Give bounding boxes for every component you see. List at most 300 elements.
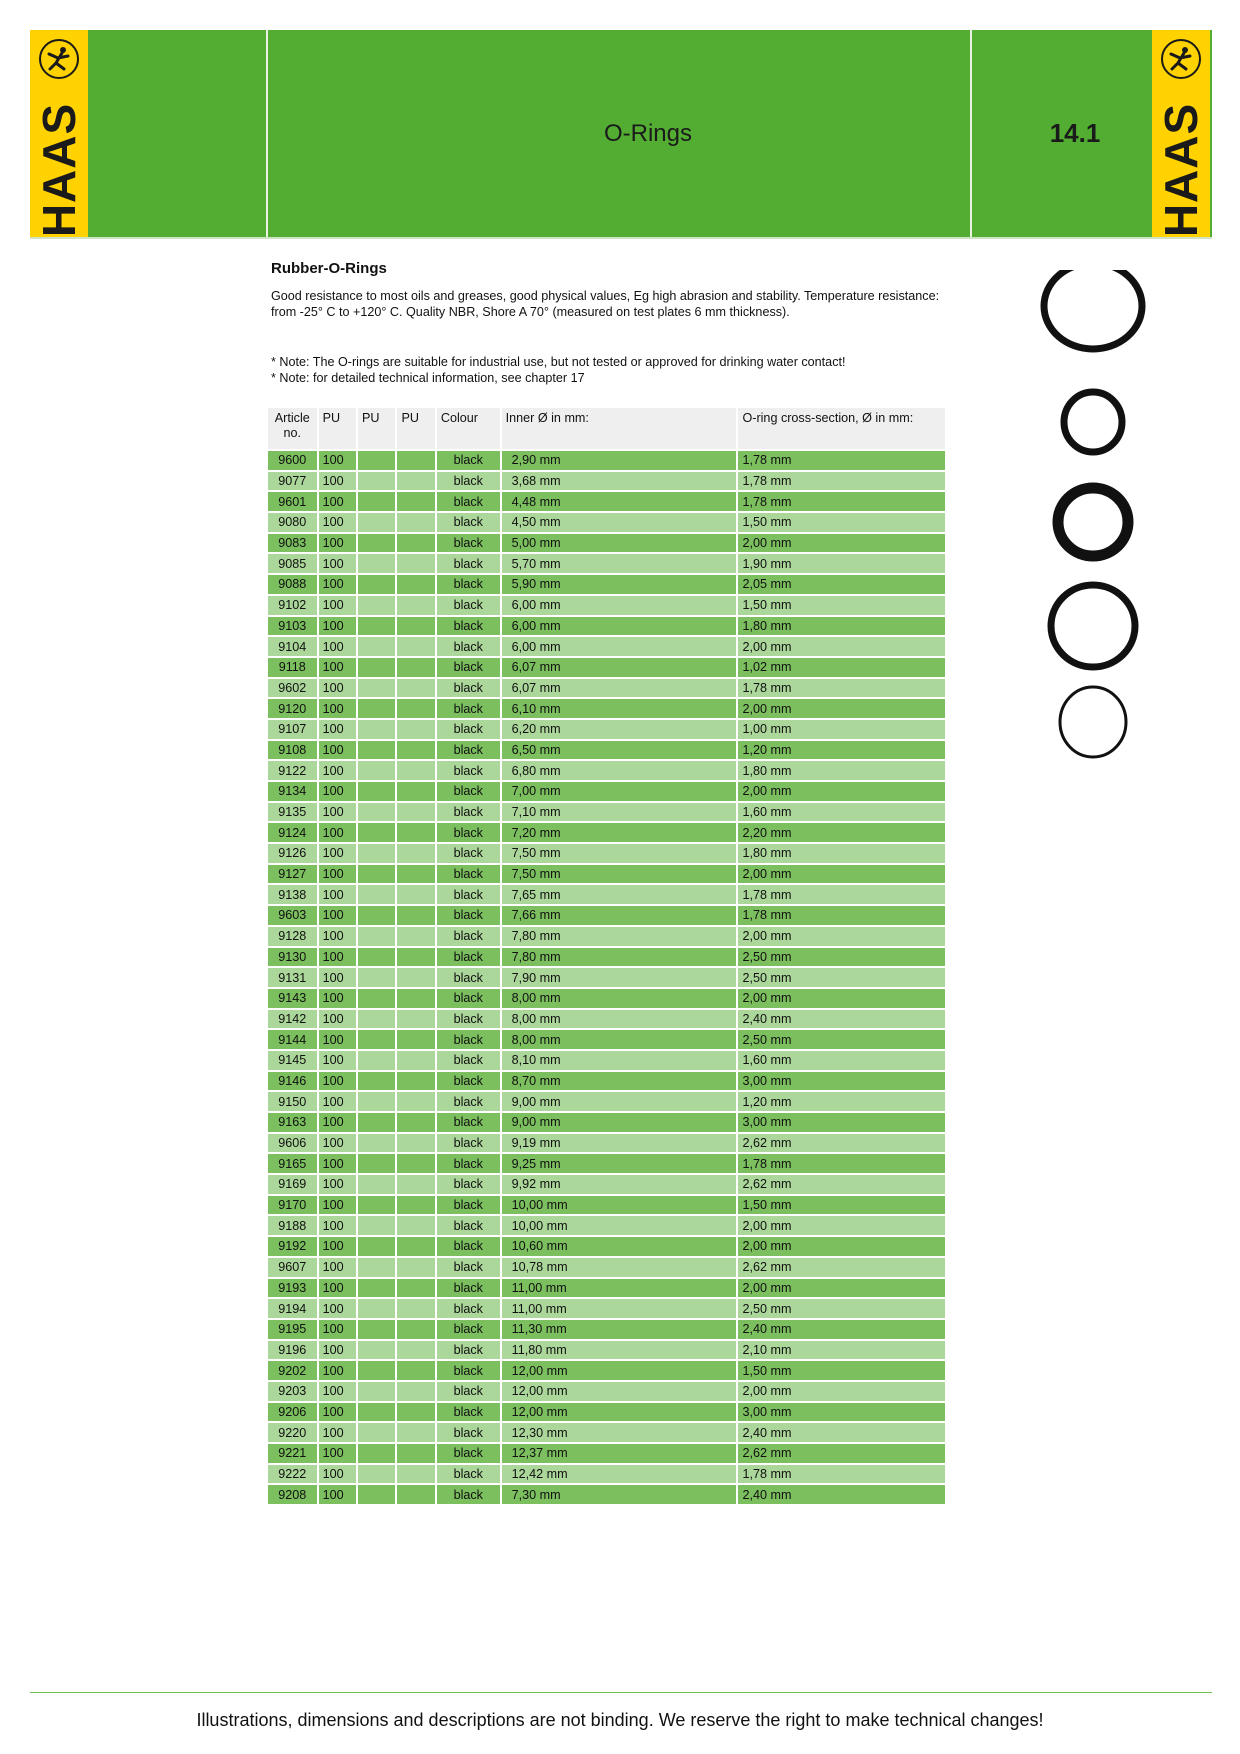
pu-empty xyxy=(358,968,395,987)
colour-value: black xyxy=(437,1382,500,1401)
table-row xyxy=(268,451,945,470)
table-row xyxy=(268,1154,945,1173)
table-row xyxy=(268,885,945,904)
header-pu: PU xyxy=(319,408,356,449)
pu-empty xyxy=(397,1216,434,1235)
inner-diameter: 7,50 mm xyxy=(502,865,737,884)
cross-section: 2,00 mm xyxy=(738,927,945,946)
article-number: 9134 xyxy=(268,782,317,801)
colour-value: black xyxy=(437,1444,500,1463)
article-number: 9077 xyxy=(268,472,317,491)
footer-disclaimer: Illustrations, dimensions and descriptions are not binding. We reserve the right to make technical changes! xyxy=(196,1710,1044,1730)
inner-diameter: 6,50 mm xyxy=(502,741,737,760)
o-ring-image xyxy=(1051,585,1135,667)
inner-diameter: 11,30 mm xyxy=(502,1320,737,1339)
table-row xyxy=(268,844,945,863)
pu-empty xyxy=(397,761,434,780)
inner-diameter: 5,70 mm xyxy=(502,554,737,573)
colour-value: black xyxy=(437,575,500,594)
cross-section: 1,78 mm xyxy=(738,1465,945,1484)
inner-diameter: 12,30 mm xyxy=(502,1423,737,1442)
cross-section: 2,00 mm xyxy=(738,1382,945,1401)
cross-section: 1,20 mm xyxy=(738,741,945,760)
inner-diameter: 7,50 mm xyxy=(502,844,737,863)
table-row xyxy=(268,1051,945,1070)
pu-value: 100 xyxy=(319,906,356,925)
colour-value: black xyxy=(437,513,500,532)
pu-empty xyxy=(358,637,395,656)
inner-diameter: 6,80 mm xyxy=(502,761,737,780)
article-number: 9138 xyxy=(268,885,317,904)
inner-diameter: 7,80 mm xyxy=(502,927,737,946)
pu-empty xyxy=(358,1072,395,1091)
pu-value: 100 xyxy=(319,1010,356,1029)
pu-empty xyxy=(358,617,395,636)
pu-empty xyxy=(397,1444,434,1463)
table-row xyxy=(268,1279,945,1298)
pu-empty xyxy=(358,1237,395,1256)
colour-value: black xyxy=(437,554,500,573)
cross-section: 2,62 mm xyxy=(738,1134,945,1153)
colour-value: black xyxy=(437,1423,500,1442)
inner-diameter: 2,90 mm xyxy=(502,451,737,470)
article-number: 9221 xyxy=(268,1444,317,1463)
article-number: 9120 xyxy=(268,699,317,718)
pu-empty xyxy=(358,451,395,470)
article-number: 9188 xyxy=(268,1216,317,1235)
inner-diameter: 6,10 mm xyxy=(502,699,737,718)
article-number: 9144 xyxy=(268,1030,317,1049)
colour-value: black xyxy=(437,1237,500,1256)
table-row xyxy=(268,534,945,553)
pu-empty xyxy=(358,575,395,594)
pu-empty xyxy=(397,575,434,594)
inner-diameter: 10,00 mm xyxy=(502,1196,737,1215)
o-ring-image xyxy=(1060,687,1126,757)
cross-section: 2,40 mm xyxy=(738,1485,945,1504)
colour-value: black xyxy=(437,1320,500,1339)
pu-empty xyxy=(358,472,395,491)
pu-value: 100 xyxy=(319,1279,356,1298)
colour-value: black xyxy=(437,720,500,739)
article-number: 9194 xyxy=(268,1299,317,1318)
pu-empty xyxy=(397,1051,434,1070)
haas-logo-left xyxy=(30,30,88,237)
pu-empty xyxy=(397,1030,434,1049)
cross-section: 1,78 mm xyxy=(738,451,945,470)
pu-empty xyxy=(397,1465,434,1484)
colour-value: black xyxy=(437,1092,500,1111)
pu-empty xyxy=(397,927,434,946)
pu-value: 100 xyxy=(319,948,356,967)
pu-value: 100 xyxy=(319,699,356,718)
article-number: 9122 xyxy=(268,761,317,780)
pu-value: 100 xyxy=(319,1134,356,1153)
pu-value: 100 xyxy=(319,1444,356,1463)
page-header xyxy=(30,30,1212,237)
cross-section: 2,62 mm xyxy=(738,1258,945,1277)
colour-value: black xyxy=(437,679,500,698)
pu-empty xyxy=(397,782,434,801)
pu-empty xyxy=(397,844,434,863)
colour-value: black xyxy=(437,617,500,636)
inner-diameter: 8,10 mm xyxy=(502,1051,737,1070)
pu-empty xyxy=(397,554,434,573)
pu-value: 100 xyxy=(319,885,356,904)
o-ring-image xyxy=(1064,392,1122,452)
header-divider xyxy=(266,30,268,237)
colour-value: black xyxy=(437,1072,500,1091)
table-row xyxy=(268,1010,945,1029)
article-number: 9128 xyxy=(268,927,317,946)
table-row xyxy=(268,679,945,698)
pu-empty xyxy=(358,782,395,801)
inner-diameter: 11,00 mm xyxy=(502,1299,737,1318)
cross-section: 2,50 mm xyxy=(738,948,945,967)
pu-empty xyxy=(397,1154,434,1173)
inner-diameter: 9,92 mm xyxy=(502,1175,737,1194)
pu-value: 100 xyxy=(319,1299,356,1318)
colour-value: black xyxy=(437,823,500,842)
pu-value: 100 xyxy=(319,679,356,698)
table-row xyxy=(268,1258,945,1277)
cross-section: 1,90 mm xyxy=(738,554,945,573)
colour-value: black xyxy=(437,989,500,1008)
pu-empty xyxy=(397,472,434,491)
colour-value: black xyxy=(437,761,500,780)
pu-value: 100 xyxy=(319,968,356,987)
article-number: 9085 xyxy=(268,554,317,573)
article-number: 9130 xyxy=(268,948,317,967)
cross-section: 2,40 mm xyxy=(738,1010,945,1029)
pu-empty xyxy=(358,1134,395,1153)
colour-value: black xyxy=(437,1196,500,1215)
header-pu: PU xyxy=(397,408,434,449)
article-number: 9208 xyxy=(268,1485,317,1504)
cross-section: 1,60 mm xyxy=(738,803,945,822)
pu-empty xyxy=(358,1175,395,1194)
logo-wordmark: HAAS xyxy=(1155,102,1207,238)
cross-section: 2,00 mm xyxy=(738,1237,945,1256)
colour-value: black xyxy=(437,699,500,718)
pu-empty xyxy=(358,596,395,615)
inner-diameter: 9,00 mm xyxy=(502,1092,737,1111)
header-inner-diameter: Inner Ø in mm: xyxy=(502,408,737,449)
table-row xyxy=(268,1403,945,1422)
pu-value: 100 xyxy=(319,1175,356,1194)
pu-value: 100 xyxy=(319,1382,356,1401)
pu-value: 100 xyxy=(319,1341,356,1360)
pu-empty xyxy=(397,492,434,511)
header-colour: Colour xyxy=(437,408,500,449)
pu-empty xyxy=(358,1051,395,1070)
article-number: 9600 xyxy=(268,451,317,470)
pu-empty xyxy=(358,658,395,677)
cross-section: 2,00 mm xyxy=(738,534,945,553)
inner-diameter: 7,00 mm xyxy=(502,782,737,801)
pu-value: 100 xyxy=(319,1051,356,1070)
pu-empty xyxy=(397,451,434,470)
pu-empty xyxy=(358,1092,395,1111)
article-number: 9145 xyxy=(268,1051,317,1070)
pu-value: 100 xyxy=(319,596,356,615)
pu-empty xyxy=(358,699,395,718)
colour-value: black xyxy=(437,637,500,656)
inner-diameter: 9,25 mm xyxy=(502,1154,737,1173)
pu-empty xyxy=(358,1010,395,1029)
cross-section: 1,20 mm xyxy=(738,1092,945,1111)
pu-value: 100 xyxy=(319,472,356,491)
inner-diameter: 7,10 mm xyxy=(502,803,737,822)
colour-value: black xyxy=(437,844,500,863)
table-row xyxy=(268,575,945,594)
colour-value: black xyxy=(437,658,500,677)
cross-section: 2,62 mm xyxy=(738,1444,945,1463)
cross-section: 1,50 mm xyxy=(738,1196,945,1215)
pu-empty xyxy=(358,844,395,863)
article-number: 9163 xyxy=(268,1113,317,1132)
cross-section: 2,20 mm xyxy=(738,823,945,842)
article-number: 9131 xyxy=(268,968,317,987)
inner-diameter: 8,70 mm xyxy=(502,1072,737,1091)
pu-empty xyxy=(397,1320,434,1339)
pu-empty xyxy=(397,617,434,636)
colour-value: black xyxy=(437,1154,500,1173)
article-number: 9124 xyxy=(268,823,317,842)
pu-empty xyxy=(358,1320,395,1339)
cross-section: 3,00 mm xyxy=(738,1403,945,1422)
article-number: 9146 xyxy=(268,1072,317,1091)
cross-section: 1,80 mm xyxy=(738,617,945,636)
colour-value: black xyxy=(437,1134,500,1153)
colour-value: black xyxy=(437,1051,500,1070)
header-divider xyxy=(970,30,972,237)
table-row xyxy=(268,596,945,615)
colour-value: black xyxy=(437,1010,500,1029)
colour-value: black xyxy=(437,1341,500,1360)
article-number: 9135 xyxy=(268,803,317,822)
pu-value: 100 xyxy=(319,451,356,470)
inner-diameter: 5,90 mm xyxy=(502,575,737,594)
cross-section: 2,50 mm xyxy=(738,1299,945,1318)
article-number: 9607 xyxy=(268,1258,317,1277)
pu-value: 100 xyxy=(319,1216,356,1235)
pu-empty xyxy=(397,906,434,925)
pu-value: 100 xyxy=(319,1320,356,1339)
pu-empty xyxy=(358,1465,395,1484)
inner-diameter: 4,50 mm xyxy=(502,513,737,532)
pu-empty xyxy=(358,927,395,946)
pu-empty xyxy=(397,658,434,677)
inner-diameter: 8,00 mm xyxy=(502,1030,737,1049)
table-row xyxy=(268,637,945,656)
pu-empty xyxy=(358,1361,395,1380)
header-article: Article no. xyxy=(268,408,317,449)
pu-empty xyxy=(397,989,434,1008)
colour-value: black xyxy=(437,596,500,615)
colour-value: black xyxy=(437,865,500,884)
cross-section: 1,78 mm xyxy=(738,679,945,698)
pu-empty xyxy=(358,1382,395,1401)
article-number: 9169 xyxy=(268,1175,317,1194)
inner-diameter: 10,00 mm xyxy=(502,1216,737,1235)
colour-value: black xyxy=(437,1485,500,1504)
product-description: Good resistance to most oils and greases, good physical values, Eg high abrasion and stability. Temperature resistance: from -25° C to +120° C. Quality NBR, Shore A 70° (measured on test plates 6 mm thickness). xyxy=(271,289,940,319)
table-row xyxy=(268,472,945,491)
pu-value: 100 xyxy=(319,782,356,801)
header-cross-section: O-ring cross-section, Ø in mm: xyxy=(738,408,945,449)
pu-empty xyxy=(397,1341,434,1360)
article-number: 9126 xyxy=(268,844,317,863)
logo-wordmark: HAAS xyxy=(33,102,85,238)
cross-section: 2,05 mm xyxy=(738,575,945,594)
cross-section: 1,80 mm xyxy=(738,761,945,780)
table-row xyxy=(268,989,945,1008)
pu-value: 100 xyxy=(319,1030,356,1049)
article-number: 9142 xyxy=(268,1010,317,1029)
pu-value: 100 xyxy=(319,865,356,884)
pu-empty xyxy=(358,989,395,1008)
article-number: 9195 xyxy=(268,1320,317,1339)
cross-section: 1,50 mm xyxy=(738,513,945,532)
pu-value: 100 xyxy=(319,803,356,822)
robot-mascot-icon xyxy=(1160,38,1202,80)
pu-empty xyxy=(397,1175,434,1194)
inner-diameter: 12,00 mm xyxy=(502,1403,737,1422)
cross-section: 2,50 mm xyxy=(738,968,945,987)
cross-section: 1,60 mm xyxy=(738,1051,945,1070)
colour-value: black xyxy=(437,906,500,925)
o-ring-image xyxy=(1044,270,1142,349)
colour-value: black xyxy=(437,492,500,511)
pu-empty xyxy=(358,823,395,842)
inner-diameter: 6,00 mm xyxy=(502,596,737,615)
pu-value: 100 xyxy=(319,1092,356,1111)
pu-empty xyxy=(358,906,395,925)
pu-empty xyxy=(397,1258,434,1277)
article-number: 9127 xyxy=(268,865,317,884)
cross-section: 1,80 mm xyxy=(738,844,945,863)
colour-value: black xyxy=(437,1113,500,1132)
article-number: 9165 xyxy=(268,1154,317,1173)
pu-empty xyxy=(397,1196,434,1215)
pu-value: 100 xyxy=(319,1403,356,1422)
pu-empty xyxy=(397,1072,434,1091)
table-row xyxy=(268,1444,945,1463)
inner-diameter: 7,80 mm xyxy=(502,948,737,967)
article-number: 9603 xyxy=(268,906,317,925)
inner-diameter: 6,00 mm xyxy=(502,637,737,656)
pu-value: 100 xyxy=(319,823,356,842)
colour-value: black xyxy=(437,1299,500,1318)
colour-value: black xyxy=(437,1258,500,1277)
cross-section: 2,00 mm xyxy=(738,989,945,1008)
table-header-row xyxy=(268,408,945,449)
article-number: 9088 xyxy=(268,575,317,594)
article-number: 9203 xyxy=(268,1382,317,1401)
inner-diameter: 11,80 mm xyxy=(502,1341,737,1360)
o-ring-illustrations xyxy=(1020,270,1160,770)
inner-diameter: 12,42 mm xyxy=(502,1465,737,1484)
pu-empty xyxy=(358,1216,395,1235)
inner-diameter: 5,00 mm xyxy=(502,534,737,553)
colour-value: black xyxy=(437,534,500,553)
cross-section: 1,02 mm xyxy=(738,658,945,677)
pu-value: 100 xyxy=(319,1423,356,1442)
inner-diameter: 7,20 mm xyxy=(502,823,737,842)
pu-empty xyxy=(358,741,395,760)
pu-empty xyxy=(358,554,395,573)
table-row xyxy=(268,1237,945,1256)
section-title: Rubber-O-Rings xyxy=(271,260,387,277)
table-row xyxy=(268,658,945,677)
pu-empty xyxy=(397,1279,434,1298)
pu-value: 100 xyxy=(319,989,356,1008)
article-number: 9102 xyxy=(268,596,317,615)
article-number: 9206 xyxy=(268,1403,317,1422)
colour-value: black xyxy=(437,1030,500,1049)
article-number: 9193 xyxy=(268,1279,317,1298)
pu-value: 100 xyxy=(319,1196,356,1215)
pu-empty xyxy=(397,720,434,739)
pu-empty xyxy=(358,492,395,511)
table-row xyxy=(268,761,945,780)
o-ring-image xyxy=(1058,488,1128,556)
inner-diameter: 9,19 mm xyxy=(502,1134,737,1153)
table-row xyxy=(268,741,945,760)
table-row xyxy=(268,1423,945,1442)
table-row xyxy=(268,699,945,718)
table-row xyxy=(268,782,945,801)
pu-empty xyxy=(358,1299,395,1318)
inner-diameter: 7,30 mm xyxy=(502,1485,737,1504)
cross-section: 1,78 mm xyxy=(738,1154,945,1173)
footer-divider xyxy=(30,1692,1212,1693)
pu-value: 100 xyxy=(319,554,356,573)
pu-empty xyxy=(358,803,395,822)
article-number: 9150 xyxy=(268,1092,317,1111)
article-number: 9220 xyxy=(268,1423,317,1442)
pu-value: 100 xyxy=(319,1237,356,1256)
pu-empty xyxy=(397,534,434,553)
inner-diameter: 7,65 mm xyxy=(502,885,737,904)
article-number: 9222 xyxy=(268,1465,317,1484)
article-number: 9107 xyxy=(268,720,317,739)
cross-section: 1,50 mm xyxy=(738,596,945,615)
pu-value: 100 xyxy=(319,844,356,863)
pu-empty xyxy=(358,1485,395,1504)
pu-empty xyxy=(358,865,395,884)
article-number: 9606 xyxy=(268,1134,317,1153)
colour-value: black xyxy=(437,741,500,760)
table-row xyxy=(268,1382,945,1401)
pu-value: 100 xyxy=(319,513,356,532)
colour-value: black xyxy=(437,968,500,987)
pu-empty xyxy=(397,679,434,698)
robot-mascot-icon xyxy=(38,38,80,80)
table-body xyxy=(268,451,945,1504)
pu-value: 100 xyxy=(319,1154,356,1173)
pu-value: 100 xyxy=(319,1258,356,1277)
cross-section: 1,50 mm xyxy=(738,1361,945,1380)
table-row xyxy=(268,803,945,822)
article-number: 9108 xyxy=(268,741,317,760)
inner-diameter: 6,00 mm xyxy=(502,617,737,636)
article-number: 9196 xyxy=(268,1341,317,1360)
header-divider xyxy=(30,237,1212,239)
pu-value: 100 xyxy=(319,658,356,677)
article-number: 9143 xyxy=(268,989,317,1008)
